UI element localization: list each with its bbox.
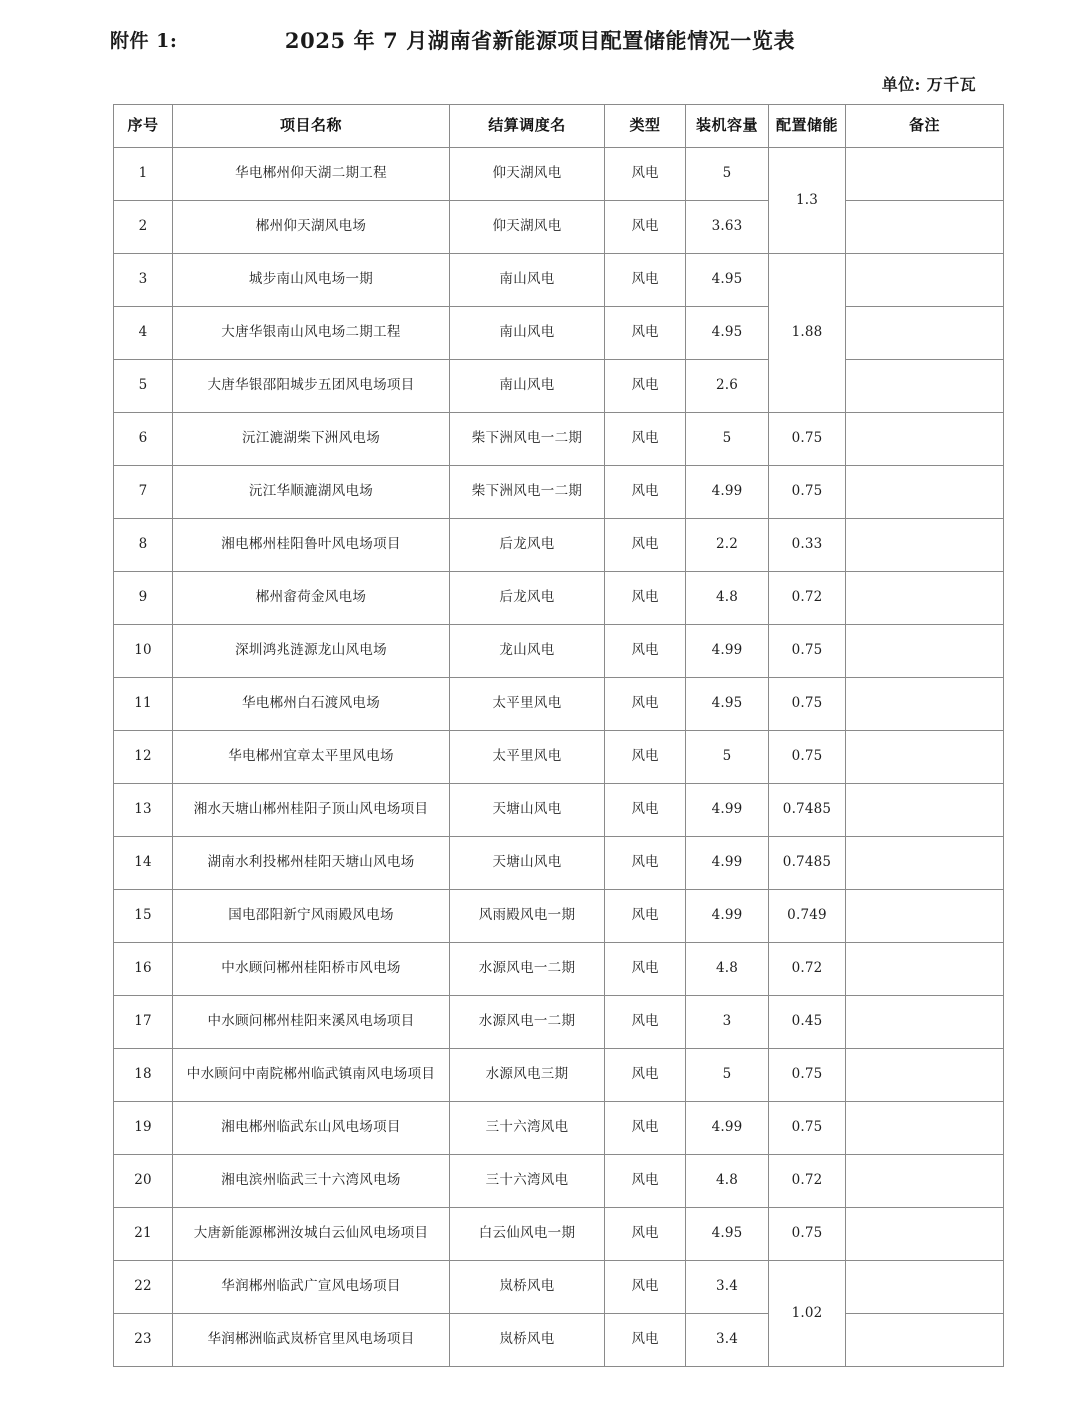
cell-storage: 0.75 xyxy=(769,1208,846,1261)
cell-index: 17 xyxy=(114,996,173,1049)
column-header-project-name: 项目名称 xyxy=(173,105,450,148)
cell-dispatch-name: 太平里风电 xyxy=(450,731,605,784)
cell-dispatch-name: 岚桥风电 xyxy=(450,1314,605,1367)
cell-type: 风电 xyxy=(605,572,686,625)
table-row xyxy=(114,837,1004,890)
attachment-label: 附件 1: xyxy=(110,30,178,52)
cell-capacity: 4.99 xyxy=(686,1102,769,1155)
cell-dispatch-name: 仰天湖风电 xyxy=(450,148,605,201)
cell-remark xyxy=(846,466,1004,519)
cell-dispatch-name: 后龙风电 xyxy=(450,572,605,625)
table-row xyxy=(114,943,1004,996)
table-row xyxy=(114,572,1004,625)
cell-index: 20 xyxy=(114,1155,173,1208)
column-header-dispatch-name: 结算调度名 xyxy=(450,105,605,148)
cell-storage: 0.72 xyxy=(769,1155,846,1208)
cell-project-name: 湘电郴州临武东山风电场项目 xyxy=(173,1102,450,1155)
document-header xyxy=(0,0,1080,94)
cell-remark xyxy=(846,1155,1004,1208)
cell-dispatch-name: 天塘山风电 xyxy=(450,837,605,890)
cell-capacity: 3.4 xyxy=(686,1314,769,1367)
cell-remark xyxy=(846,519,1004,572)
table-row xyxy=(114,1102,1004,1155)
cell-project-name: 深圳鸿兆涟源龙山风电场 xyxy=(173,625,450,678)
table-row xyxy=(114,413,1004,466)
cell-storage: 0.75 xyxy=(769,413,846,466)
cell-type: 风电 xyxy=(605,360,686,413)
cell-index: 14 xyxy=(114,837,173,890)
cell-type: 风电 xyxy=(605,996,686,1049)
cell-remark xyxy=(846,307,1004,360)
cell-project-name: 大唐新能源郴洲汝城白云仙风电场项目 xyxy=(173,1208,450,1261)
cell-type: 风电 xyxy=(605,466,686,519)
table-row xyxy=(114,1049,1004,1102)
cell-type: 风电 xyxy=(605,1314,686,1367)
cell-remark xyxy=(846,1261,1004,1314)
table-row xyxy=(114,784,1004,837)
table-row xyxy=(114,678,1004,731)
cell-storage: 0.75 xyxy=(769,678,846,731)
cell-capacity: 4.8 xyxy=(686,943,769,996)
cell-capacity: 4.95 xyxy=(686,678,769,731)
cell-capacity: 4.99 xyxy=(686,466,769,519)
storage-table-container xyxy=(113,104,968,1367)
cell-dispatch-name: 南山风电 xyxy=(450,254,605,307)
table-row xyxy=(114,1208,1004,1261)
cell-project-name: 湘电滨州临武三十六湾风电场 xyxy=(173,1155,450,1208)
cell-type: 风电 xyxy=(605,1049,686,1102)
cell-project-name: 郴州仰天湖风电场 xyxy=(173,201,450,254)
cell-capacity: 4.99 xyxy=(686,625,769,678)
cell-project-name: 湘电郴州桂阳鲁叶风电场项目 xyxy=(173,519,450,572)
cell-capacity: 2.6 xyxy=(686,360,769,413)
cell-dispatch-name: 天塘山风电 xyxy=(450,784,605,837)
cell-remark xyxy=(846,837,1004,890)
cell-remark xyxy=(846,148,1004,201)
table-body xyxy=(114,148,1004,1367)
cell-type: 风电 xyxy=(605,678,686,731)
column-header-type: 类型 xyxy=(605,105,686,148)
cell-project-name: 华润郴洲临武岚桥官里风电场项目 xyxy=(173,1314,450,1367)
cell-index: 15 xyxy=(114,890,173,943)
cell-remark xyxy=(846,943,1004,996)
cell-dispatch-name: 后龙风电 xyxy=(450,519,605,572)
cell-remark xyxy=(846,201,1004,254)
table-row xyxy=(114,996,1004,1049)
cell-dispatch-name: 水源风电一二期 xyxy=(450,996,605,1049)
cell-remark xyxy=(846,996,1004,1049)
cell-capacity: 5 xyxy=(686,148,769,201)
table-row xyxy=(114,890,1004,943)
cell-project-name: 华电郴州宜章太平里风电场 xyxy=(173,731,450,784)
cell-remark xyxy=(846,360,1004,413)
cell-project-name: 华电郴州白石渡风电场 xyxy=(173,678,450,731)
cell-storage: 0.75 xyxy=(769,731,846,784)
table-row xyxy=(114,731,1004,784)
cell-index: 12 xyxy=(114,731,173,784)
cell-type: 风电 xyxy=(605,943,686,996)
cell-capacity: 4.95 xyxy=(686,307,769,360)
cell-dispatch-name: 三十六湾风电 xyxy=(450,1155,605,1208)
cell-dispatch-name: 柴下洲风电一二期 xyxy=(450,413,605,466)
cell-dispatch-name: 水源风电一二期 xyxy=(450,943,605,996)
cell-type: 风电 xyxy=(605,890,686,943)
cell-storage: 0.75 xyxy=(769,1102,846,1155)
cell-dispatch-name: 南山风电 xyxy=(450,360,605,413)
cell-capacity: 4.99 xyxy=(686,784,769,837)
table-row xyxy=(114,466,1004,519)
cell-index: 21 xyxy=(114,1208,173,1261)
cell-dispatch-name: 水源风电三期 xyxy=(450,1049,605,1102)
table-row xyxy=(114,519,1004,572)
cell-storage: 0.75 xyxy=(769,625,846,678)
cell-capacity: 4.95 xyxy=(686,1208,769,1261)
cell-dispatch-name: 三十六湾风电 xyxy=(450,1102,605,1155)
cell-project-name: 大唐华银邵阳城步五团风电场项目 xyxy=(173,360,450,413)
cell-capacity: 4.99 xyxy=(686,837,769,890)
cell-storage: 0.33 xyxy=(769,519,846,572)
cell-remark xyxy=(846,784,1004,837)
cell-storage: 0.749 xyxy=(769,890,846,943)
cell-capacity: 3.63 xyxy=(686,201,769,254)
cell-project-name: 沅江华顺漉湖风电场 xyxy=(173,466,450,519)
cell-remark xyxy=(846,254,1004,307)
table-row xyxy=(114,360,1004,413)
table-header-row xyxy=(114,105,1004,148)
cell-project-name: 中水顾问郴州桂阳来溪风电场项目 xyxy=(173,996,450,1049)
column-header-remark: 备注 xyxy=(846,105,1004,148)
table-row xyxy=(114,148,1004,201)
cell-type: 风电 xyxy=(605,148,686,201)
cell-index: 22 xyxy=(114,1261,173,1314)
table-row xyxy=(114,1314,1004,1367)
column-header-index: 序号 xyxy=(114,105,173,148)
cell-type: 风电 xyxy=(605,731,686,784)
cell-index: 16 xyxy=(114,943,173,996)
cell-project-name: 沅江漉湖柴下洲风电场 xyxy=(173,413,450,466)
table-header xyxy=(114,105,1004,148)
cell-project-name: 城步南山风电场一期 xyxy=(173,254,450,307)
cell-storage: 1.3 xyxy=(769,148,846,254)
cell-remark xyxy=(846,625,1004,678)
cell-type: 风电 xyxy=(605,201,686,254)
cell-index: 9 xyxy=(114,572,173,625)
cell-type: 风电 xyxy=(605,1155,686,1208)
cell-index: 2 xyxy=(114,201,173,254)
cell-storage: 0.75 xyxy=(769,1049,846,1102)
cell-remark xyxy=(846,1208,1004,1261)
cell-project-name: 中水顾问郴州桂阳桥市风电场 xyxy=(173,943,450,996)
cell-storage: 0.45 xyxy=(769,996,846,1049)
cell-type: 风电 xyxy=(605,1261,686,1314)
cell-index: 4 xyxy=(114,307,173,360)
cell-remark xyxy=(846,572,1004,625)
cell-index: 3 xyxy=(114,254,173,307)
cell-project-name: 中水顾问中南院郴州临武镇南风电场项目 xyxy=(173,1049,450,1102)
cell-capacity: 3 xyxy=(686,996,769,1049)
cell-storage: 0.7485 xyxy=(769,784,846,837)
cell-type: 风电 xyxy=(605,519,686,572)
cell-index: 18 xyxy=(114,1049,173,1102)
cell-dispatch-name: 太平里风电 xyxy=(450,678,605,731)
cell-index: 6 xyxy=(114,413,173,466)
cell-dispatch-name: 仰天湖风电 xyxy=(450,201,605,254)
cell-capacity: 5 xyxy=(686,1049,769,1102)
table-row xyxy=(114,254,1004,307)
cell-project-name: 湘水天塘山郴州桂阳子顶山风电场项目 xyxy=(173,784,450,837)
cell-type: 风电 xyxy=(605,837,686,890)
cell-index: 11 xyxy=(114,678,173,731)
cell-dispatch-name: 风雨殿风电一期 xyxy=(450,890,605,943)
cell-project-name: 华电郴州仰天湖二期工程 xyxy=(173,148,450,201)
cell-project-name: 大唐华银南山风电场二期工程 xyxy=(173,307,450,360)
cell-type: 风电 xyxy=(605,784,686,837)
cell-dispatch-name: 岚桥风电 xyxy=(450,1261,605,1314)
cell-remark xyxy=(846,890,1004,943)
cell-capacity: 4.8 xyxy=(686,1155,769,1208)
cell-storage: 0.7485 xyxy=(769,837,846,890)
cell-project-name: 湖南水利投郴州桂阳天塘山风电场 xyxy=(173,837,450,890)
cell-dispatch-name: 柴下洲风电一二期 xyxy=(450,466,605,519)
cell-project-name: 郴州畲荷金风电场 xyxy=(173,572,450,625)
cell-index: 1 xyxy=(114,148,173,201)
storage-allocation-table xyxy=(113,104,1004,1367)
cell-storage: 1.02 xyxy=(769,1261,846,1367)
table-row xyxy=(114,1261,1004,1314)
cell-dispatch-name: 南山风电 xyxy=(450,307,605,360)
unit-note: 单位: 万千瓦 xyxy=(881,75,976,94)
table-row xyxy=(114,307,1004,360)
table-row xyxy=(114,1155,1004,1208)
cell-type: 风电 xyxy=(605,1102,686,1155)
cell-type: 风电 xyxy=(605,307,686,360)
cell-capacity: 5 xyxy=(686,731,769,784)
cell-index: 10 xyxy=(114,625,173,678)
cell-project-name: 国电邵阳新宁风雨殿风电场 xyxy=(173,890,450,943)
page-title: 2025 年 7 月湖南省新能源项目配置储能情况一览表 xyxy=(284,28,796,53)
cell-remark xyxy=(846,1314,1004,1367)
cell-capacity: 3.4 xyxy=(686,1261,769,1314)
cell-remark xyxy=(846,1049,1004,1102)
cell-storage: 0.72 xyxy=(769,943,846,996)
cell-type: 风电 xyxy=(605,254,686,307)
cell-remark xyxy=(846,1102,1004,1155)
cell-capacity: 4.95 xyxy=(686,254,769,307)
cell-type: 风电 xyxy=(605,413,686,466)
table-row xyxy=(114,201,1004,254)
cell-index: 19 xyxy=(114,1102,173,1155)
cell-index: 23 xyxy=(114,1314,173,1367)
column-header-capacity: 装机容量 xyxy=(686,105,769,148)
cell-storage: 1.88 xyxy=(769,254,846,413)
cell-capacity: 4.99 xyxy=(686,890,769,943)
cell-capacity: 5 xyxy=(686,413,769,466)
cell-remark xyxy=(846,413,1004,466)
table-row xyxy=(114,625,1004,678)
column-header-storage: 配置储能 xyxy=(769,105,846,148)
cell-capacity: 4.8 xyxy=(686,572,769,625)
cell-index: 7 xyxy=(114,466,173,519)
cell-remark xyxy=(846,731,1004,784)
cell-dispatch-name: 龙山风电 xyxy=(450,625,605,678)
cell-dispatch-name: 白云仙风电一期 xyxy=(450,1208,605,1261)
cell-capacity: 2.2 xyxy=(686,519,769,572)
cell-project-name: 华润郴州临武广宣风电场项目 xyxy=(173,1261,450,1314)
cell-type: 风电 xyxy=(605,1208,686,1261)
cell-remark xyxy=(846,678,1004,731)
cell-type: 风电 xyxy=(605,625,686,678)
cell-index: 5 xyxy=(114,360,173,413)
cell-storage: 0.75 xyxy=(769,466,846,519)
cell-index: 8 xyxy=(114,519,173,572)
cell-storage: 0.72 xyxy=(769,572,846,625)
cell-index: 13 xyxy=(114,784,173,837)
